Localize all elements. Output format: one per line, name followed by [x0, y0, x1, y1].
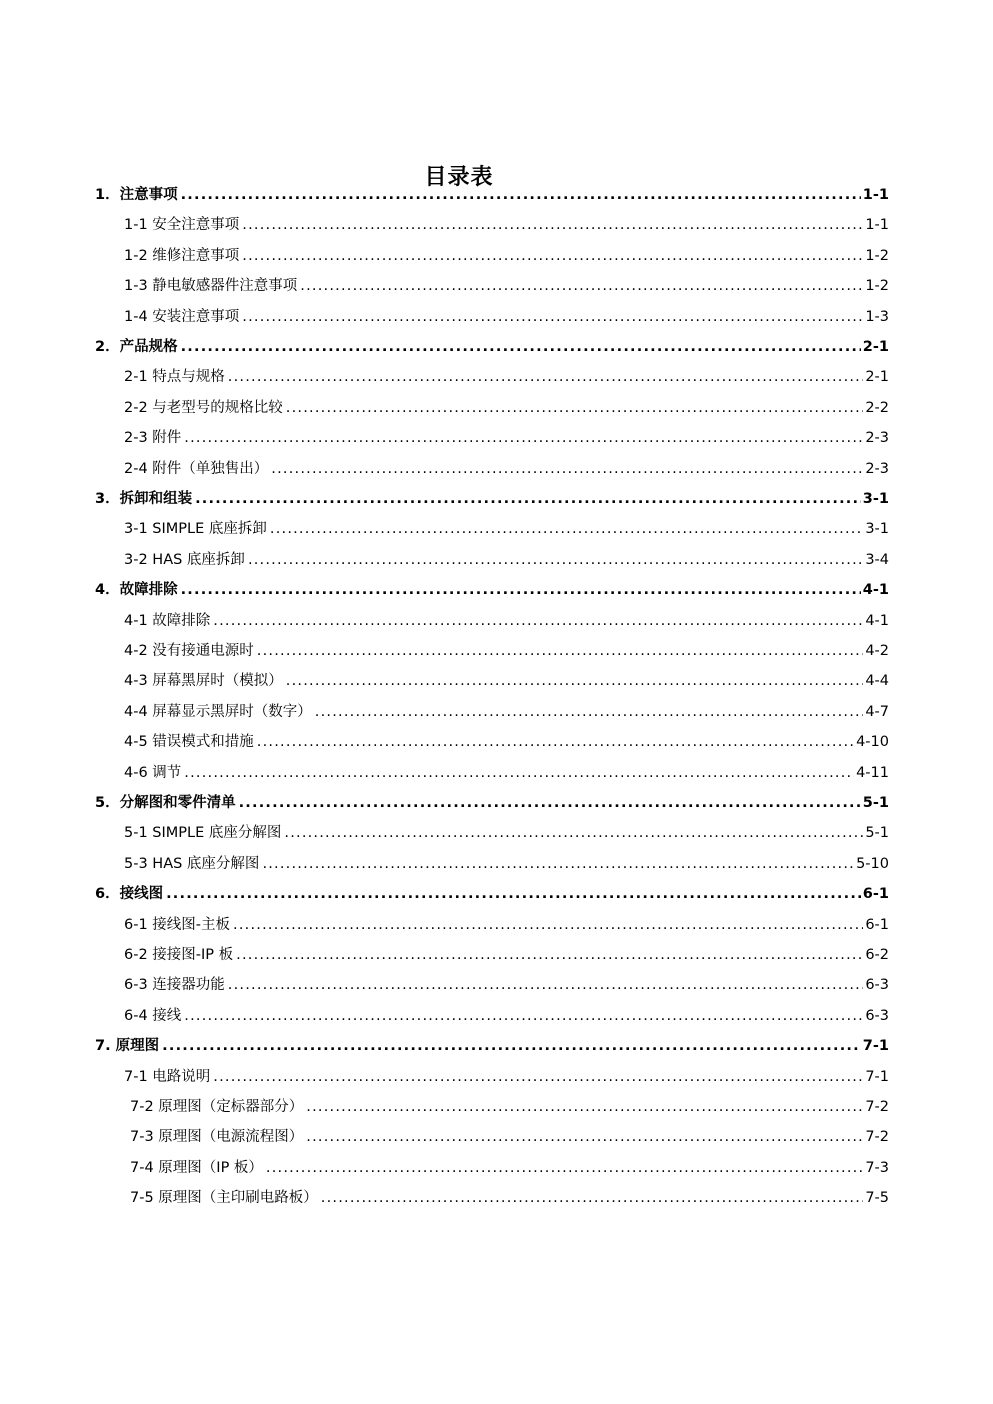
toc-entry-label: 1-2 维修注意事项 — [124, 247, 240, 264]
toc-dot-leader — [228, 974, 864, 996]
toc-dot-leader — [213, 610, 863, 632]
toc-entry-label: 6．接线图 — [95, 886, 164, 903]
toc-entry-label: 1-1 安全注意事项 — [124, 217, 240, 234]
toc-entry-label: 4-4 屏幕显示黑屏时（数字） — [124, 703, 312, 720]
toc-section-entry — [124, 518, 889, 540]
toc-dot-leader — [162, 1035, 861, 1057]
toc-dot-leader — [228, 366, 864, 388]
toc-page-number: 7-1 — [865, 1068, 889, 1085]
toc-page-number: 2-1 — [862, 339, 889, 355]
toc-entry-label: 6-2 接接图-IP 板 — [124, 947, 234, 963]
toc-page-number: 5-10 — [856, 855, 889, 872]
toc-entry-label: 1-3 静电敏感器件注意事项 — [124, 278, 298, 295]
toc-page-number: 4-7 — [865, 703, 889, 720]
toc-entry-label: 2-2 与老型号的规格比较 — [124, 399, 283, 416]
toc-entry-label: 6-4 接线 — [124, 1007, 182, 1024]
toc-section-entry — [124, 1005, 889, 1027]
toc-dot-leader — [284, 822, 863, 844]
toc-section-entry — [124, 974, 889, 996]
toc-page-number: 4-1 — [862, 582, 889, 599]
toc-section-entry — [124, 670, 889, 692]
toc-entry-label: 4-3 屏幕黑屏时（模拟） — [124, 673, 283, 690]
toc-chapter-entry — [95, 184, 889, 206]
toc-page-number: 3-4 — [865, 551, 889, 568]
toc-entry-label: 7-5 原理图（主印刷电路板） — [130, 1190, 318, 1207]
toc-entry-label: 2-4 附件（单独售出） — [124, 460, 269, 477]
toc-entry-label: 2-3 附件 — [124, 430, 182, 447]
toc-dot-leader — [239, 792, 861, 814]
toc-entry-label: 7-3 原理图（电源流程图） — [130, 1129, 304, 1146]
toc-entry-label: 5-1 SIMPLE 底座分解图 — [124, 825, 282, 842]
toc-entry-label: 3．拆卸和组装 — [95, 491, 193, 507]
toc-section-entry — [124, 701, 889, 723]
toc-page-number: 5-1 — [862, 795, 889, 811]
toc-dot-leader — [242, 214, 863, 236]
toc-section-entry — [124, 306, 889, 328]
toc-entry-label: 4．故障排除 — [95, 582, 178, 599]
toc-section-entry — [124, 822, 889, 844]
toc-page-number: 4-1 — [865, 612, 889, 629]
toc-dot-leader — [270, 518, 863, 540]
toc-section-entry — [130, 1187, 889, 1209]
toc-page-number: 6-3 — [865, 1007, 889, 1024]
toc-dot-leader — [306, 1126, 863, 1148]
toc-entry-label: 3-1 SIMPLE 底座拆卸 — [124, 521, 267, 538]
toc-dot-leader — [184, 762, 854, 784]
toc-section-entry — [124, 458, 889, 480]
toc-page-number: 2-1 — [865, 369, 889, 386]
toc-dot-leader — [184, 1005, 863, 1027]
toc-entry-label: 4-2 没有接通电源时 — [124, 643, 254, 659]
toc-page-number: 7-1 — [862, 1038, 889, 1055]
toc-section-entry — [130, 1157, 889, 1179]
toc-page-number: 7-5 — [865, 1190, 889, 1207]
toc-dot-leader — [315, 701, 864, 723]
toc-page-number: 7-2 — [865, 1129, 889, 1146]
toc-entry-label: 7-2 原理图（定标器部分） — [130, 1099, 304, 1115]
toc-dot-leader — [300, 275, 863, 297]
toc-dot-leader — [271, 458, 863, 480]
toc-chapter-entry — [95, 336, 889, 358]
toc-dot-leader — [242, 306, 863, 328]
page-title: 目录表 — [424, 164, 494, 190]
toc-section-entry — [124, 366, 889, 388]
toc-entry-label: 1-4 安装注意事项 — [124, 308, 240, 325]
toc-chapter-entry — [95, 883, 889, 905]
toc-dot-leader — [286, 397, 864, 419]
toc-page-number: 4-11 — [856, 764, 889, 781]
toc-page-number: 4-4 — [865, 673, 889, 690]
toc-dot-leader — [166, 883, 861, 905]
toc-page-number: 6-1 — [862, 886, 889, 903]
toc-section-entry — [124, 731, 889, 753]
toc-dot-leader — [242, 245, 863, 267]
toc-page-number: 4-2 — [865, 643, 889, 659]
toc-section-entry — [124, 914, 889, 936]
toc-section-entry — [130, 1126, 889, 1148]
toc-dot-leader — [181, 184, 861, 206]
toc-dot-leader — [286, 670, 864, 692]
toc-dot-leader — [262, 853, 854, 875]
toc-entry-label: 3-2 HAS 底座拆卸 — [124, 551, 245, 568]
toc-page-number: 3-1 — [862, 491, 889, 507]
toc-dot-leader — [248, 549, 863, 571]
toc-chapter-entry — [95, 488, 889, 510]
toc-page-number: 5-1 — [865, 825, 889, 842]
toc-page-number: 7-3 — [865, 1159, 889, 1176]
toc-page-number: 2-2 — [865, 399, 889, 416]
toc-page-number: 6-2 — [865, 947, 889, 963]
toc-section-entry — [124, 610, 889, 632]
toc-section-entry — [124, 275, 889, 297]
toc-entry-label: 4-1 故障排除 — [124, 612, 211, 629]
toc-entry-label: 7. 原理图 — [95, 1038, 160, 1055]
toc-page-number: 1-1 — [865, 217, 889, 234]
toc-entry-label: 2-1 特点与规格 — [124, 369, 225, 386]
toc-page-number: 6-3 — [865, 977, 889, 994]
toc-page-number: 1-2 — [865, 278, 889, 295]
toc-section-entry — [124, 427, 889, 449]
toc-entry-label: 6-3 连接器功能 — [124, 977, 225, 994]
toc-entry-label: 7-1 电路说明 — [124, 1068, 211, 1085]
toc-dot-leader — [257, 731, 854, 753]
toc-dot-leader — [321, 1187, 864, 1209]
toc-entry-label: 5．分解图和零件清单 — [95, 795, 236, 811]
toc-dot-leader — [306, 1096, 863, 1118]
toc-section-entry — [124, 397, 889, 419]
toc-section-entry — [124, 762, 889, 784]
toc-page-number: 2-3 — [865, 430, 889, 447]
toc-section-entry — [130, 1096, 889, 1118]
toc-section-entry — [124, 853, 889, 875]
toc-section-entry — [124, 214, 889, 236]
toc-section-entry — [124, 1066, 889, 1088]
toc-entry-label: 6-1 接线图-主板 — [124, 916, 231, 933]
toc-page-number: 2-3 — [865, 460, 889, 477]
toc-section-entry — [124, 640, 889, 662]
toc-section-entry — [124, 245, 889, 267]
toc-entry-label: 4-6 调节 — [124, 764, 182, 781]
toc-dot-leader — [266, 1157, 863, 1179]
toc-page-number: 1-1 — [862, 187, 889, 203]
toc-entry-label: 4-5 错误模式和措施 — [124, 734, 254, 751]
toc-entry-label: 5-3 HAS 底座分解图 — [124, 855, 260, 872]
toc-dot-leader — [233, 914, 863, 936]
toc-dot-leader — [181, 336, 861, 358]
toc-dot-leader — [213, 1066, 863, 1088]
toc-chapter-entry — [95, 1035, 889, 1057]
toc-page-number: 6-1 — [865, 916, 889, 933]
toc-entry-label: 1．注意事项 — [95, 187, 178, 203]
toc-chapter-entry — [95, 792, 889, 814]
toc-dot-leader — [184, 427, 863, 449]
toc-section-entry — [124, 944, 889, 966]
toc-dot-leader — [181, 579, 861, 601]
toc-entry-label: 2．产品规格 — [95, 339, 178, 355]
toc-page-number: 1-2 — [865, 247, 889, 264]
toc-page-number: 7-2 — [865, 1099, 889, 1115]
toc-dot-leader — [195, 488, 861, 510]
toc-page-number: 1-3 — [865, 308, 889, 325]
toc-dot-leader — [236, 944, 863, 966]
toc-section-entry — [124, 549, 889, 571]
toc-page-number: 3-1 — [865, 521, 889, 538]
toc-page-number: 4-10 — [856, 734, 889, 751]
toc-chapter-entry — [95, 579, 889, 601]
toc-entry-label: 7-4 原理图（IP 板） — [130, 1159, 263, 1176]
toc-dot-leader — [257, 640, 864, 662]
